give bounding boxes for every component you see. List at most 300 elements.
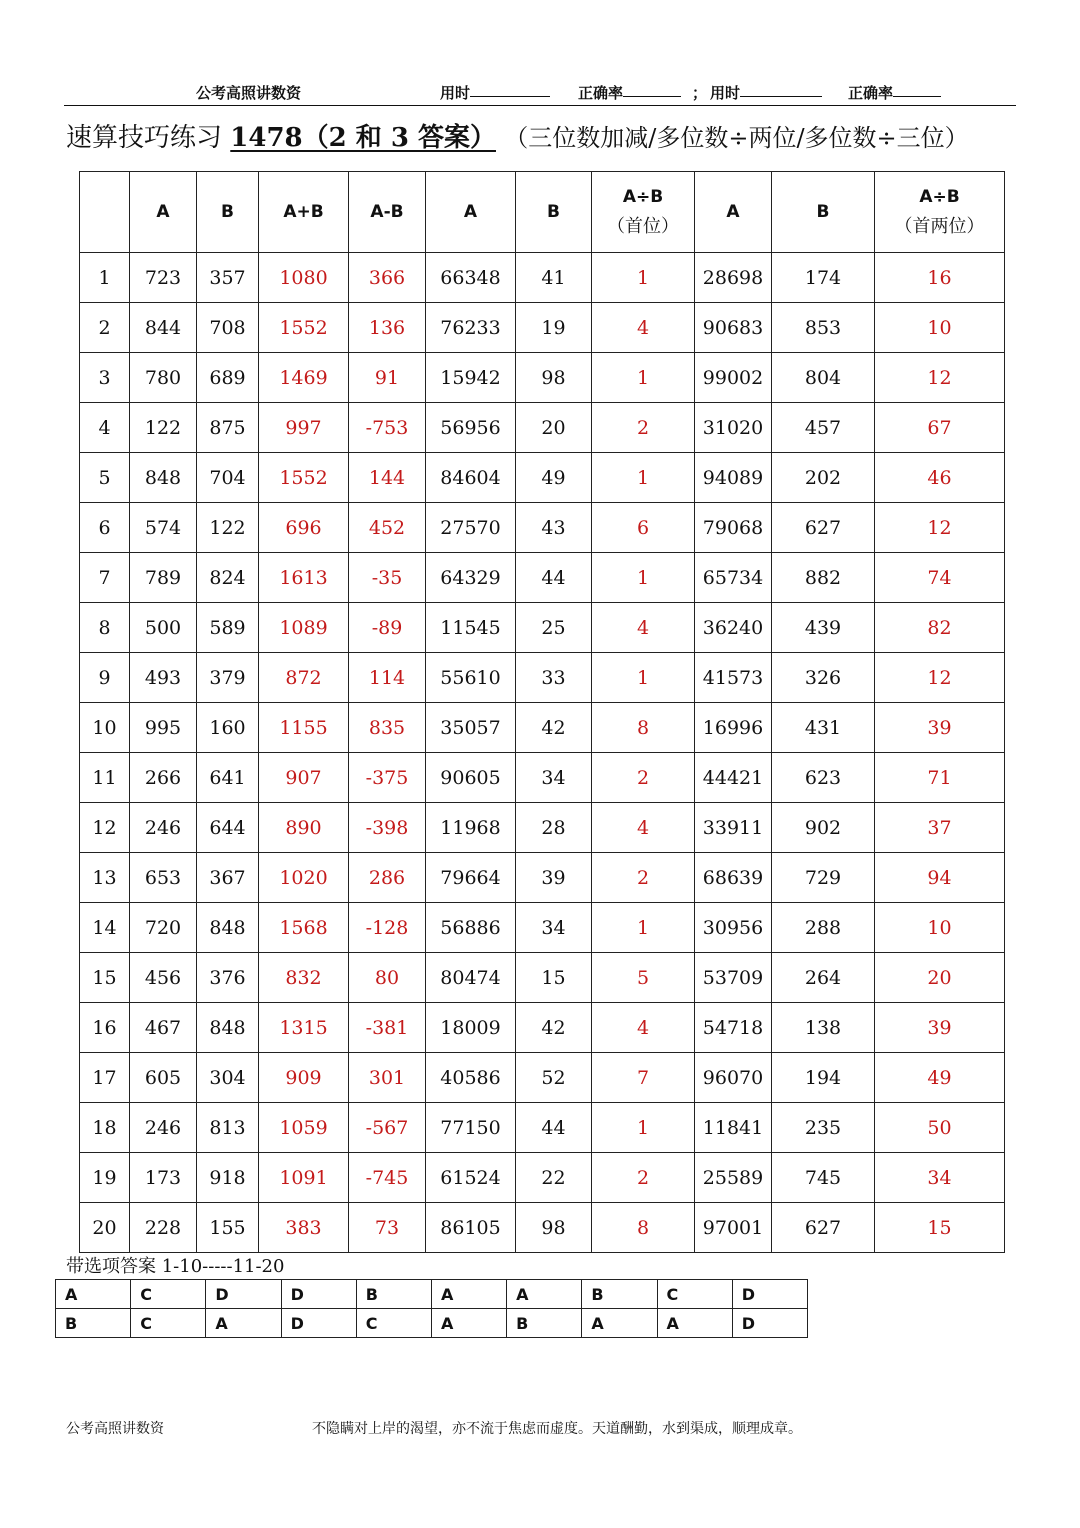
table-cell: 264: [772, 953, 875, 1003]
options-table: [55, 1279, 808, 1338]
answer-cell: 832: [259, 953, 349, 1003]
table-cell: 53709: [695, 953, 772, 1003]
table-cell: 708: [197, 303, 259, 353]
table-row: [80, 453, 1005, 503]
row-number-cell: 16: [80, 1003, 130, 1053]
table-row: [80, 303, 1005, 353]
table-row: [80, 753, 1005, 803]
table-cell: 574: [130, 503, 197, 553]
table-row: [80, 553, 1005, 603]
answer-cell: -398: [349, 803, 426, 853]
column-header-label: B: [221, 202, 234, 222]
answer-cell: 890: [259, 803, 349, 853]
table-cell: 228: [130, 1203, 197, 1253]
table-cell: 19: [516, 303, 592, 353]
table-cell: 689: [197, 353, 259, 403]
table-cell: 627: [772, 1203, 875, 1253]
row-number-cell: 12: [80, 803, 130, 853]
table-cell: 379: [197, 653, 259, 703]
table-cell: 605: [130, 1053, 197, 1103]
table-cell: 39: [516, 853, 592, 903]
answer-cell: 1: [592, 903, 695, 953]
answer-cell: 4: [592, 803, 695, 853]
table-row: [80, 953, 1005, 1003]
answer-cell: 49: [875, 1053, 1005, 1103]
table-cell: 202: [772, 453, 875, 503]
answer-cell: 73: [349, 1203, 426, 1253]
header-separator: ；: [692, 84, 708, 102]
column-header-label: A: [156, 202, 170, 222]
page-header: [0, 82, 1080, 104]
table-cell: 34: [516, 753, 592, 803]
table-cell: 40586: [426, 1053, 516, 1103]
column-header-label: A: [463, 202, 478, 222]
option-cell: A: [206, 1309, 281, 1338]
answer-cell: 4: [592, 303, 695, 353]
answer-cell: 8: [592, 1203, 695, 1253]
answer-cell: 1: [592, 253, 695, 303]
answer-cell: 366: [349, 253, 426, 303]
accuracy-label-2: 正确率: [848, 84, 894, 102]
table-cell: 98: [516, 353, 592, 403]
answer-cell: 286: [349, 853, 426, 903]
answer-cell: 10: [875, 303, 1005, 353]
answer-cell: 1568: [259, 903, 349, 953]
table-cell: 653: [130, 853, 197, 903]
option-cell: A: [582, 1309, 657, 1338]
time-label-2: 用时: [710, 84, 741, 102]
table-cell: 902: [772, 803, 875, 853]
answer-cell: 907: [259, 753, 349, 803]
answer-cell: 6: [592, 503, 695, 553]
answer-cell: 2: [592, 753, 695, 803]
column-header: [426, 172, 516, 253]
table-cell: 500: [130, 603, 197, 653]
column-header-label: A: [726, 202, 740, 222]
option-cell: D: [206, 1280, 281, 1309]
table-cell: 367: [197, 853, 259, 903]
option-cell: A: [431, 1280, 506, 1309]
row-number-cell: 9: [80, 653, 130, 703]
table-cell: 11545: [426, 603, 516, 653]
table-cell: 25: [516, 603, 592, 653]
answer-cell: 12: [875, 653, 1005, 703]
option-cell: A: [507, 1280, 582, 1309]
table-cell: 65734: [695, 553, 772, 603]
table-row: [80, 703, 1005, 753]
answer-cell: 80: [349, 953, 426, 1003]
column-header-label: A-B: [370, 202, 404, 222]
table-cell: 246: [130, 1103, 197, 1153]
table-cell: 30956: [695, 903, 772, 953]
table-cell: 35057: [426, 703, 516, 753]
table-cell: 98: [516, 1203, 592, 1253]
title-main: 速算技巧练习: [66, 123, 223, 153]
table-cell: 173: [130, 1153, 197, 1203]
table-cell: 729: [772, 853, 875, 903]
table-cell: 720: [130, 903, 197, 953]
options-row: [56, 1309, 808, 1338]
time-field-2: [710, 82, 740, 103]
answer-cell: 12: [875, 353, 1005, 403]
table-cell: 457: [772, 403, 875, 453]
option-cell: C: [131, 1309, 206, 1338]
answer-cell: 1080: [259, 253, 349, 303]
column-header-label: B: [816, 202, 830, 222]
option-cell: B: [356, 1280, 431, 1309]
answer-cell: 1469: [259, 353, 349, 403]
option-cell: D: [732, 1280, 807, 1309]
answer-cell: 872: [259, 653, 349, 703]
row-number-cell: 1: [80, 253, 130, 303]
row-number-cell: 4: [80, 403, 130, 453]
table-cell: 76233: [426, 303, 516, 353]
answer-cell: 82: [875, 603, 1005, 653]
accuracy-blank-2: [893, 82, 941, 97]
answer-cell: 1: [592, 1103, 695, 1153]
table-cell: 49: [516, 453, 592, 503]
table-cell: 246: [130, 803, 197, 853]
answer-cell: -89: [349, 603, 426, 653]
row-number-cell: 8: [80, 603, 130, 653]
row-number-cell: 11: [80, 753, 130, 803]
column-header: [349, 172, 426, 253]
table-cell: 16996: [695, 703, 772, 753]
column-header: [130, 172, 197, 253]
option-cell: A: [431, 1309, 506, 1338]
answer-cell: 39: [875, 703, 1005, 753]
option-cell: D: [732, 1309, 807, 1338]
column-header: [592, 172, 695, 253]
options-label: 带选项答案 1-10-----11-20: [66, 1256, 285, 1277]
table-cell: 44: [516, 553, 592, 603]
table-cell: 64329: [426, 553, 516, 603]
table-cell: 589: [197, 603, 259, 653]
table-row: [80, 353, 1005, 403]
table-cell: 844: [130, 303, 197, 353]
table-cell: 160: [197, 703, 259, 753]
table-cell: 623: [772, 753, 875, 803]
table-cell: 848: [197, 1003, 259, 1053]
answer-cell: 136: [349, 303, 426, 353]
column-header: [197, 172, 259, 253]
table-cell: 34: [516, 903, 592, 953]
table-cell: 918: [197, 1153, 259, 1203]
answer-cell: 2: [592, 403, 695, 453]
answer-cell: 2: [592, 1153, 695, 1203]
table-cell: 55610: [426, 653, 516, 703]
table-cell: 20: [516, 403, 592, 453]
column-header: [259, 172, 349, 253]
table-cell: 493: [130, 653, 197, 703]
table-cell: 627: [772, 503, 875, 553]
page-footer: [0, 1418, 1080, 1440]
table-cell: 84604: [426, 453, 516, 503]
time-blank: [470, 82, 550, 97]
table-cell: 41573: [695, 653, 772, 703]
answer-cell: 144: [349, 453, 426, 503]
table-cell: 122: [197, 503, 259, 553]
row-number-cell: 19: [80, 1153, 130, 1203]
table-cell: 882: [772, 553, 875, 603]
answer-cell: 71: [875, 753, 1005, 803]
answer-cell: -745: [349, 1153, 426, 1203]
table-cell: 723: [130, 253, 197, 303]
table-cell: 304: [197, 1053, 259, 1103]
table-cell: 848: [197, 903, 259, 953]
table-cell: 42: [516, 703, 592, 753]
answer-cell: -567: [349, 1103, 426, 1153]
table-cell: 376: [197, 953, 259, 1003]
table-cell: 18009: [426, 1003, 516, 1053]
row-number-cell: 15: [80, 953, 130, 1003]
option-cell: B: [507, 1309, 582, 1338]
table-cell: 27570: [426, 503, 516, 553]
table-cell: 94089: [695, 453, 772, 503]
table-row: [80, 853, 1005, 903]
column-header-label: B: [547, 202, 560, 222]
table-cell: 22: [516, 1153, 592, 1203]
table-row: [80, 803, 1005, 853]
table-cell: 90605: [426, 753, 516, 803]
answer-cell: 10: [875, 903, 1005, 953]
table-cell: 28: [516, 803, 592, 853]
table-row: [80, 1003, 1005, 1053]
answer-cell: 452: [349, 503, 426, 553]
row-number-cell: 2: [80, 303, 130, 353]
table-cell: 25589: [695, 1153, 772, 1203]
table-cell: 80474: [426, 953, 516, 1003]
answer-cell: 8: [592, 703, 695, 753]
answer-cell: -35: [349, 553, 426, 603]
answer-cell: 1: [592, 553, 695, 603]
answer-cell: -375: [349, 753, 426, 803]
table-cell: 875: [197, 403, 259, 453]
answer-cell: 835: [349, 703, 426, 753]
table-cell: 52: [516, 1053, 592, 1103]
table-cell: 641: [197, 753, 259, 803]
table-row: [80, 1103, 1005, 1153]
table-row: [80, 603, 1005, 653]
table-cell: 11841: [695, 1103, 772, 1153]
table-cell: 194: [772, 1053, 875, 1103]
table-cell: 357: [197, 253, 259, 303]
table-cell: 138: [772, 1003, 875, 1053]
row-number-cell: 17: [80, 1053, 130, 1103]
answer-cell: 91: [349, 353, 426, 403]
table-cell: 15942: [426, 353, 516, 403]
table-cell: 44: [516, 1103, 592, 1153]
column-header-label: A÷B: [919, 187, 960, 207]
table-cell: 266: [130, 753, 197, 803]
answer-cell: 301: [349, 1053, 426, 1103]
table-cell: 97001: [695, 1203, 772, 1253]
table-cell: 33911: [695, 803, 772, 853]
accuracy-blank: [623, 82, 681, 97]
row-number-cell: 6: [80, 503, 130, 553]
answer-table: [79, 171, 1005, 1253]
answer-cell: 1552: [259, 303, 349, 353]
table-cell: 804: [772, 353, 875, 403]
table-row: [80, 1153, 1005, 1203]
accuracy-label: 正确率: [578, 84, 624, 102]
row-number-cell: 18: [80, 1103, 130, 1153]
answer-cell: 4: [592, 603, 695, 653]
table-cell: 467: [130, 1003, 197, 1053]
option-cell: B: [582, 1280, 657, 1309]
row-number-cell: 20: [80, 1203, 130, 1253]
table-cell: 77150: [426, 1103, 516, 1153]
column-header: [772, 172, 875, 253]
options-body: [56, 1280, 808, 1338]
option-cell: A: [657, 1309, 732, 1338]
table-cell: 79068: [695, 503, 772, 553]
table-cell: 99002: [695, 353, 772, 403]
time-field: [440, 82, 470, 103]
table-cell: 86105: [426, 1203, 516, 1253]
column-header: [695, 172, 772, 253]
table-cell: 31020: [695, 403, 772, 453]
answer-cell: 50: [875, 1103, 1005, 1153]
table-cell: 456: [130, 953, 197, 1003]
option-cell: B: [56, 1309, 131, 1338]
option-cell: D: [281, 1309, 356, 1338]
row-number-cell: 5: [80, 453, 130, 503]
table-cell: 155: [197, 1203, 259, 1253]
table-cell: 122: [130, 403, 197, 453]
answer-cell: 94: [875, 853, 1005, 903]
table-cell: 56886: [426, 903, 516, 953]
table-cell: 848: [130, 453, 197, 503]
option-cell: C: [356, 1309, 431, 1338]
accuracy-field-2: [848, 82, 893, 103]
table-cell: 90683: [695, 303, 772, 353]
time-label: 用时: [440, 84, 471, 102]
table-cell: 745: [772, 1153, 875, 1203]
column-header: [875, 172, 1005, 253]
answer-cell: 74: [875, 553, 1005, 603]
table-row: [80, 903, 1005, 953]
table-cell: 61524: [426, 1153, 516, 1203]
answer-cell: 12: [875, 503, 1005, 553]
title-set: 1478（2 和 3 答案）: [230, 123, 496, 153]
table-row: [80, 1203, 1005, 1253]
table-cell: 79664: [426, 853, 516, 903]
answer-cell: 1059: [259, 1103, 349, 1153]
answer-cell: 1: [592, 353, 695, 403]
answer-cell: 16: [875, 253, 1005, 303]
table-cell: 326: [772, 653, 875, 703]
answer-cell: 5: [592, 953, 695, 1003]
answer-cell: 37: [875, 803, 1005, 853]
page-title: [66, 117, 969, 154]
answer-cell: 1552: [259, 453, 349, 503]
table-cell: 780: [130, 353, 197, 403]
answer-cell: 1020: [259, 853, 349, 903]
answer-cell: 15: [875, 1203, 1005, 1253]
answer-cell: -753: [349, 403, 426, 453]
table-cell: 644: [197, 803, 259, 853]
answer-cell: 46: [875, 453, 1005, 503]
table-cell: 68639: [695, 853, 772, 903]
table-cell: 15: [516, 953, 592, 1003]
accuracy-field: [578, 82, 623, 103]
answer-cell: -128: [349, 903, 426, 953]
footer-motto: 不隐瞒对上岸的渴望，亦不流于焦虑而虚度。天道酬勤，水到渠成，顺理成章。: [312, 1421, 802, 1437]
table-cell: 235: [772, 1103, 875, 1153]
option-cell: D: [281, 1280, 356, 1309]
answer-cell: 7: [592, 1053, 695, 1103]
table-cell: 96070: [695, 1053, 772, 1103]
table-row: [80, 403, 1005, 453]
table-cell: 704: [197, 453, 259, 503]
footer-brand: 公考高照讲数资: [66, 1421, 164, 1437]
column-header: [80, 172, 130, 253]
option-cell: C: [131, 1280, 206, 1309]
table-cell: 36240: [695, 603, 772, 653]
option-cell: C: [657, 1280, 732, 1309]
answer-cell: 696: [259, 503, 349, 553]
table-row: [80, 653, 1005, 703]
answer-cell: 39: [875, 1003, 1005, 1053]
answer-cell: 383: [259, 1203, 349, 1253]
option-cell: A: [56, 1280, 131, 1309]
answer-cell: 114: [349, 653, 426, 703]
table-cell: 288: [772, 903, 875, 953]
answer-cell: 1613: [259, 553, 349, 603]
answer-cell: 20: [875, 953, 1005, 1003]
table-cell: 28698: [695, 253, 772, 303]
table-cell: 995: [130, 703, 197, 753]
table-cell: 11968: [426, 803, 516, 853]
column-header-note: （首两位）: [894, 216, 985, 237]
table-cell: 44421: [695, 753, 772, 803]
table-cell: 174: [772, 253, 875, 303]
answer-cell: 1: [592, 653, 695, 703]
table-cell: 813: [197, 1103, 259, 1153]
table-row: [80, 503, 1005, 553]
time-blank-2: [740, 82, 822, 97]
answer-cell: 1315: [259, 1003, 349, 1053]
title-subtitle: （三位数加减/多位数÷两位/多位数÷三位）: [504, 124, 969, 152]
table-cell: 41: [516, 253, 592, 303]
column-header-label: A+B: [283, 202, 324, 222]
table-cell: 853: [772, 303, 875, 353]
answer-cell: 4: [592, 1003, 695, 1053]
answer-cell: 997: [259, 403, 349, 453]
options-row: [56, 1280, 808, 1309]
table-row: [80, 1053, 1005, 1103]
header-brand: 公考高照讲数资: [196, 84, 302, 102]
header-rule: [64, 105, 1016, 106]
table-cell: 56956: [426, 403, 516, 453]
answer-cell: 1155: [259, 703, 349, 753]
column-header-note: （首位）: [607, 216, 679, 237]
answer-cell: 1089: [259, 603, 349, 653]
table-cell: 42: [516, 1003, 592, 1053]
table-cell: 33: [516, 653, 592, 703]
answer-cell: 67: [875, 403, 1005, 453]
answer-cell: 1091: [259, 1153, 349, 1203]
table-cell: 66348: [426, 253, 516, 303]
row-number-cell: 10: [80, 703, 130, 753]
table-cell: 439: [772, 603, 875, 653]
row-number-cell: 14: [80, 903, 130, 953]
table-cell: 43: [516, 503, 592, 553]
table-cell: 824: [197, 553, 259, 603]
answer-cell: 2: [592, 853, 695, 903]
row-number-cell: 3: [80, 353, 130, 403]
